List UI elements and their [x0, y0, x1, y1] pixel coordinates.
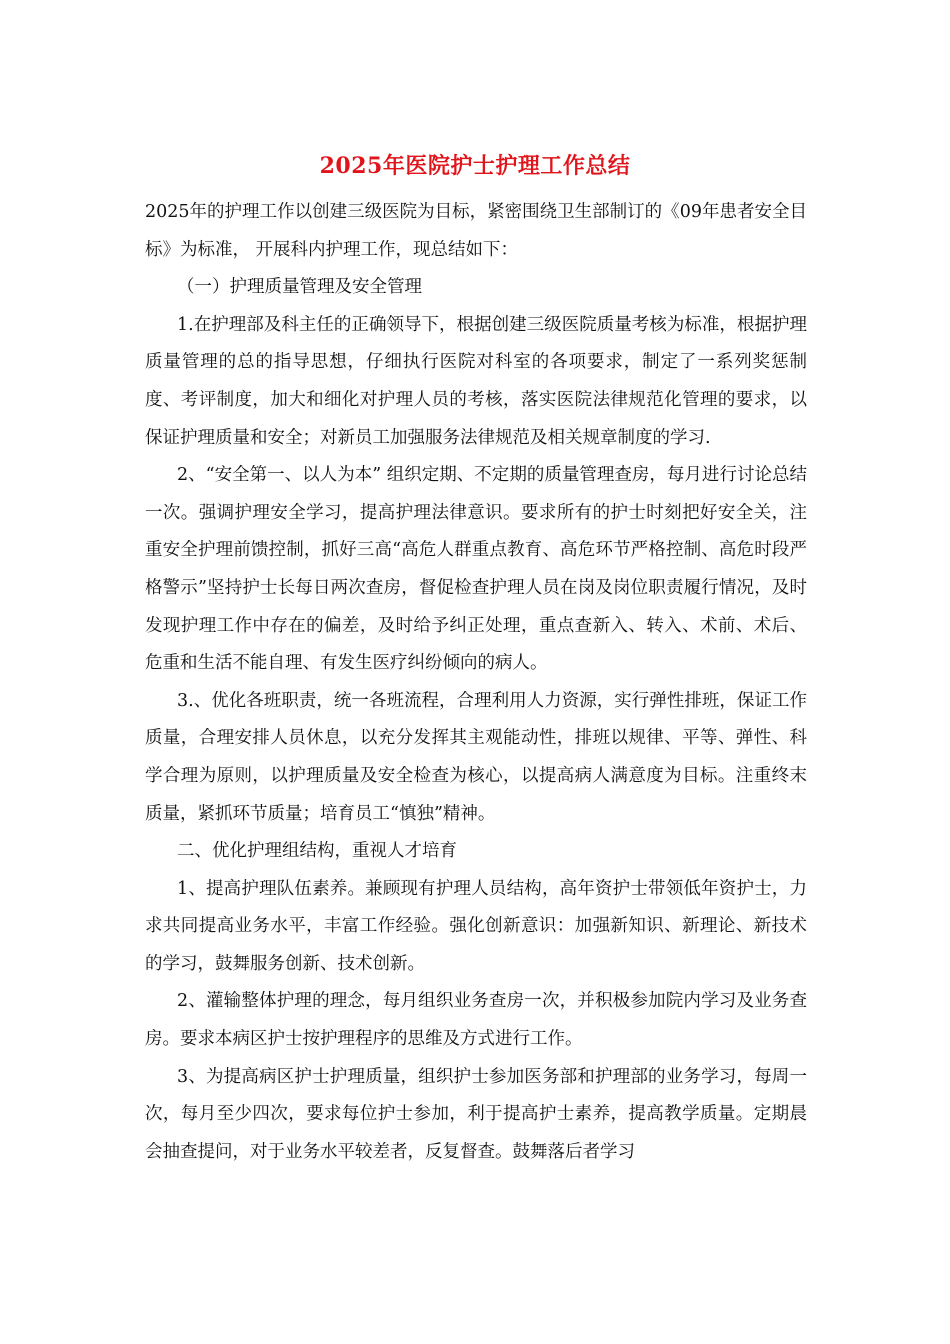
paragraph-item-2: 2、“安全第一、以人为本” 组织定期、不定期的质量管理查房，每月进行讨论总结一次。强调护理安全学习，提高护理法律意识。要求所有的护士时刻把好安全关，注重安全护理前馈控制，抓好三高“高危人群重点教育、高危环节严格控制、高危时段严格警示”坚持护士长每日两次查房，督促检查护理人员在岗及岗位职责履行情况，及时发现护理工作中存在的偏差，及时给予纠正处理，重点查新入、转入、术前、术后、危重和生活不能自理、有发生医疗纠纷倾向的病人。	[145, 465, 807, 674]
paragraph-talent-2: 2、灌输整体护理的理念，每月组织业务查房一次，并积极参加院内学习及业务查房。要求本病区护士按护理程序的思维及方式进行工作。	[145, 991, 807, 1050]
paragraph-item-3: 3.、优化各班职责，统一各班流程，合理利用人力资源，实行弹性排班，保证工作质量，合理安排人员休息，以充分发挥其主观能动性，排班以规律、平等、弹性、科学合理为原则，以护理质量及安全检查为核心，以提高病人满意度为目标。注重终末质量，紧抓环节质量；培育员工“慎独”精神。	[145, 690, 807, 824]
paragraph-talent-3: 3、为提高病区护士护理质量，组织护士参加医务部和护理部的业务学习，每周一次，每月至少四次，要求每位护士参加，利于提高护士素养，提高教学质量。定期晨会抽查提问，对于业务水平较差者，反复督查。鼓舞落后者学习	[145, 1066, 807, 1162]
document-body	[145, 194, 807, 1171]
section-heading-talent: 二、优化护理组结构，重视人才培育	[177, 841, 457, 862]
intro-paragraph: 2025年的护理工作以创建三级医院为目标，紧密围绕卫生部制订的《09年患者安全目标》为标准， 开展科内护理工作，现总结如下：	[145, 202, 807, 260]
section-heading-quality-safety: （一）护理质量管理及安全管理	[177, 277, 422, 298]
paragraph-item-1: 1.在护理部及科主任的正确领导下，根据创建三级医院质量考核为标准，根据护理质量管理的总的指导思想，仔细执行医院对科室的各项要求，制定了一系列奖惩制度、考评制度，加大和细化对护理人员的考核，落实医院法律规范化管理的要求，以保证护理质量和安全；对新员工加强服务法律规范及相关规章制度的学习.	[145, 314, 807, 448]
paragraph-talent-1: 1、提高护理队伍素养。兼顾现有护理人员结构，高年资护士带领低年资护士，力求共同提高业务水平，丰富工作经验。强化创新意识：加强新知识、新理论、新技术的学习，鼓舞服务创新、技术创新。	[145, 878, 807, 974]
document-title: 2025年医院护士护理工作总结	[319, 153, 631, 179]
